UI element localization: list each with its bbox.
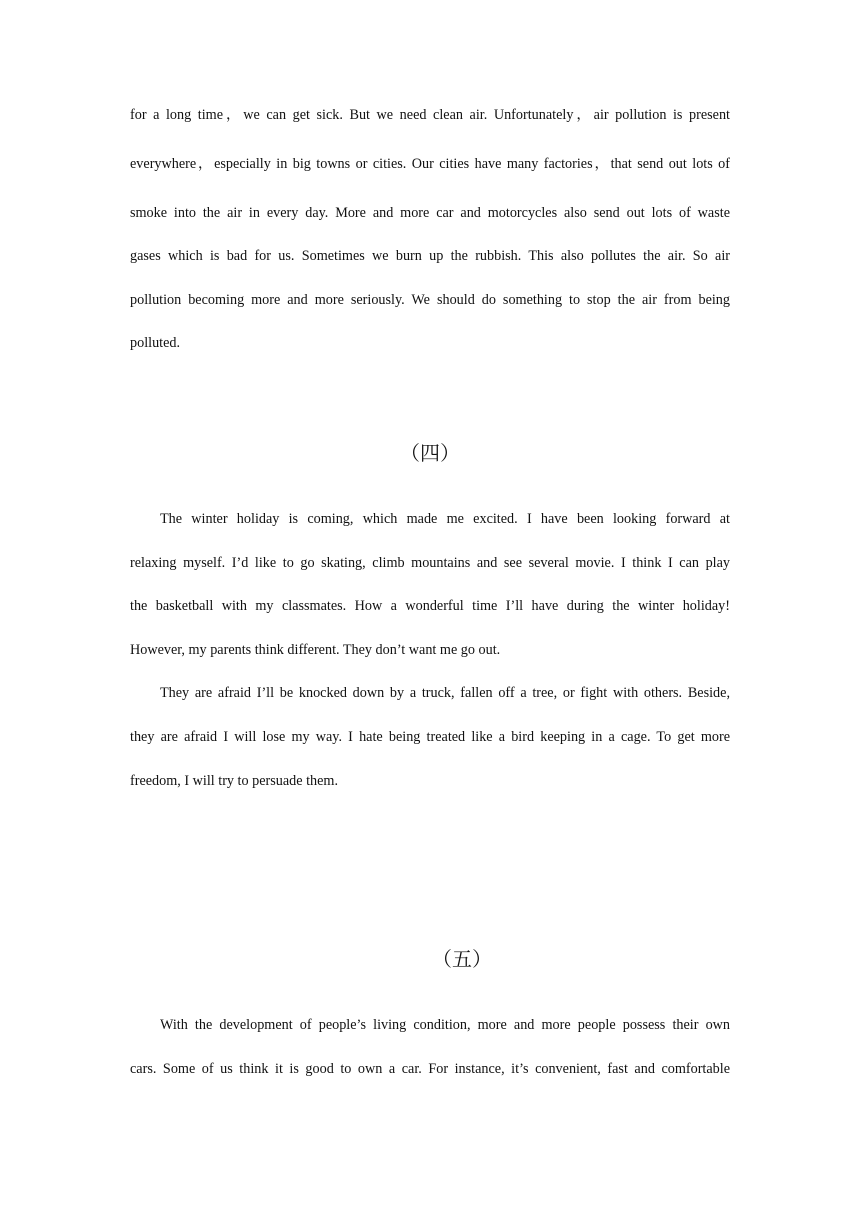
paragraph-line: With the development of people’s living condition, more and more people possess their own xyxy=(160,1017,730,1033)
paragraph-line: relaxing myself. I’d like to go skating, climb mountains and see several movie. I think I can play xyxy=(130,555,730,571)
paragraph-line: The winter holiday is coming, which made me excited. I have been looking forward at xyxy=(160,511,730,527)
paragraph-line: However, my parents think different. They don’t want me go out. xyxy=(130,642,501,658)
paragraph-line: polluted. xyxy=(130,335,181,351)
paragraph-line: pollution becoming more and more seriously. We should do something to stop the air from being xyxy=(130,292,730,308)
paragraph-line: freedom, I will try to persuade them. xyxy=(130,773,339,789)
section-5-heading: （五） xyxy=(432,947,492,971)
paragraph-line: for a long time，we can get sick. But we need clean air. Unfortunately，air pollution is present xyxy=(130,107,730,123)
paragraph-line: cars. Some of us think it is good to own a car. For instance, it’s convenient, fast and comfortable xyxy=(130,1061,730,1077)
paragraph-line: the basketball with my classmates. How a wonderful time I’ll have during the winter holiday! xyxy=(130,598,730,614)
paragraph-line: gases which is bad for us. Sometimes we burn up the rubbish. This also pollutes the air. So air xyxy=(130,248,730,264)
paragraph-line: smoke into the air in every day. More and more car and motorcycles also send out lots of waste xyxy=(130,205,730,221)
paragraph-line: everywhere，especially in big towns or cities. Our cities have many factories，that send out lots of xyxy=(130,156,730,172)
paragraph-line: They are afraid I’ll be knocked down by a truck, fallen off a tree, or fight with others. Beside, xyxy=(160,685,730,701)
section-4-heading: （四） xyxy=(400,441,460,465)
paragraph-line: they are afraid I will lose my way. I hate being treated like a bird keeping in a cage. To get more xyxy=(130,729,730,745)
